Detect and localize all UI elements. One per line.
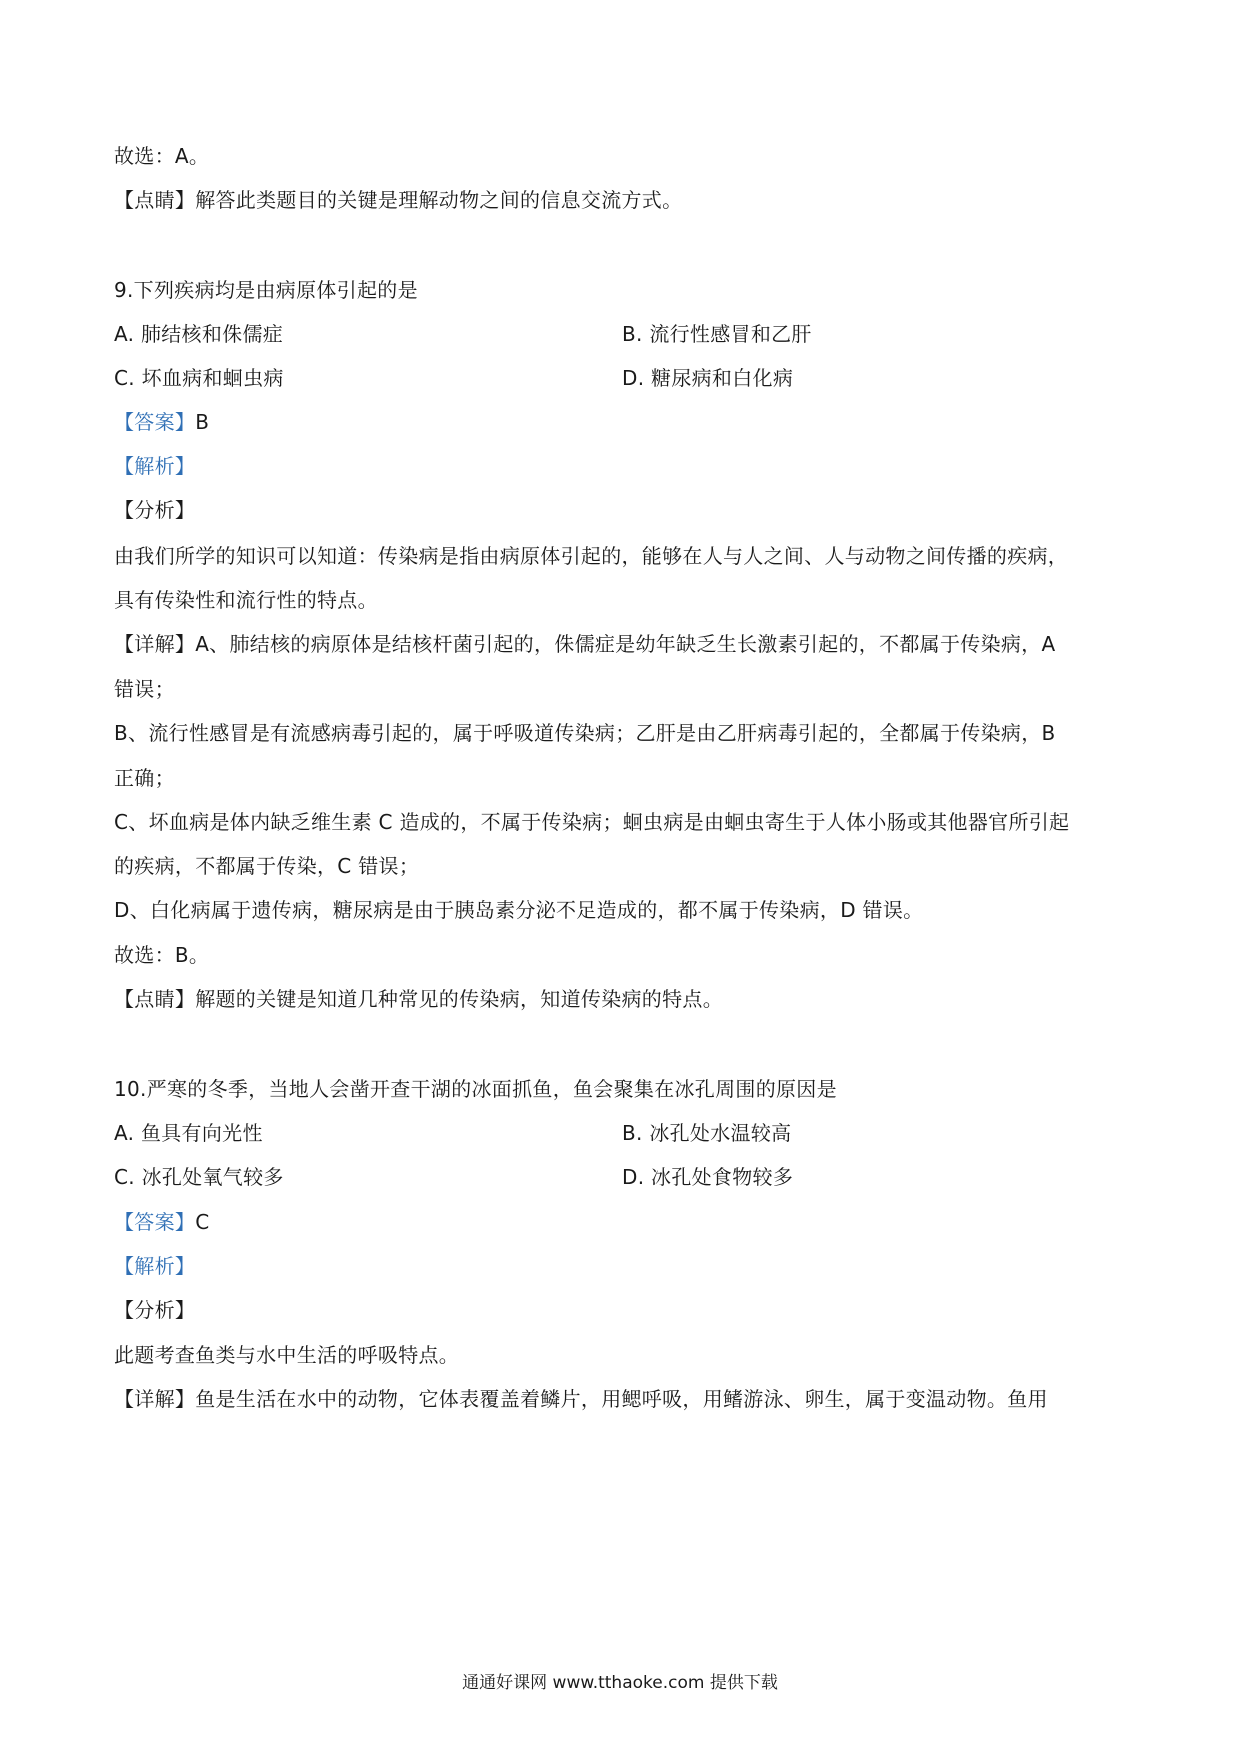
q9-xiangjie-b-line1: B、流行性感冒是有流感病毒引起的，属于呼吸道传染病；乙肝是由乙肝病毒引起的，全都属于传染病，B bbox=[114, 721, 1056, 745]
answer-label: 【答案】 bbox=[114, 410, 196, 434]
q10-fenxi-text: 此题考查鱼类与水中生活的呼吸特点。 bbox=[114, 1343, 460, 1367]
q10-option-b: B. 冰孔处水温较高 bbox=[622, 1121, 792, 1145]
q9-option-b: B. 流行性感冒和乙肝 bbox=[622, 322, 812, 346]
dianjing-text: 解答此类题目的关键是理解动物之间的信息交流方式。 bbox=[195, 188, 683, 212]
answer-label: 【答案】 bbox=[114, 1210, 196, 1234]
q9-xiangjie-c-line2: 的疾病，不都属于传染，C 错误； bbox=[114, 854, 420, 878]
q10-fenxi-label: 【分析】 bbox=[114, 1298, 196, 1322]
q9-dianjing bbox=[114, 985, 723, 1013]
answer-value: C bbox=[195, 1210, 210, 1234]
q9-xiangjie-c-line1: C、坏血病是体内缺乏维生素 C 造成的，不属于传染病；蛔虫病是由蛔虫寄生于人体小肠或其他器官所引起 bbox=[114, 810, 1070, 834]
q9-fenxi-line1: 由我们所学的知识可以知道：传染病是指由病原体引起的，能够在人与人之间、人与动物之间传播的疾病， bbox=[114, 544, 1069, 568]
q9-xiangjie-b-line2: 正确； bbox=[114, 766, 175, 790]
dianjing-label: 【点睛】 bbox=[114, 987, 196, 1011]
q8-conclusion: 故选：A。 bbox=[114, 144, 210, 168]
q9-conclusion: 故选：B。 bbox=[114, 943, 210, 967]
q9-xiangjie-d: D、白化病属于遗传病，糖尿病是由于胰岛素分泌不足造成的，都不属于传染病，D 错误。 bbox=[114, 898, 924, 922]
q9-answer bbox=[114, 408, 209, 436]
q9-xiangjie-a-line1 bbox=[114, 630, 1055, 658]
dianjing-text: 解题的关键是知道几种常见的传染病，知道传染病的特点。 bbox=[195, 987, 724, 1011]
q10-stem: 10.严寒的冬季，当地人会凿开查干湖的冰面抓鱼，鱼会聚集在冰孔周围的原因是 bbox=[114, 1077, 837, 1101]
q9-fenxi-label: 【分析】 bbox=[114, 498, 196, 522]
q10-xiangjie bbox=[114, 1385, 1048, 1413]
q8-dianjing bbox=[114, 186, 682, 214]
xiangjie-label: 【详解】 bbox=[114, 1387, 196, 1411]
xiangjie-label: 【详解】 bbox=[114, 632, 196, 656]
q9-option-d: D. 糖尿病和白化病 bbox=[622, 366, 794, 390]
q9-fenxi-line2: 具有传染性和流行性的特点。 bbox=[114, 588, 378, 612]
q10-jiexi-label: 【解析】 bbox=[114, 1254, 196, 1278]
q9-option-a: A. 肺结核和侏儒症 bbox=[114, 322, 284, 346]
xiangjie-a-text: A、肺结核的病原体是结核杆菌引起的，侏儒症是幼年缺乏生长激素引起的，不都属于传染病，A bbox=[195, 632, 1056, 656]
answer-value: B bbox=[195, 410, 210, 434]
q9-xiangjie-a-line2: 错误； bbox=[114, 677, 175, 701]
dianjing-label: 【点睛】 bbox=[114, 188, 196, 212]
q9-jiexi-label: 【解析】 bbox=[114, 454, 196, 478]
q9-stem: 9.下列疾病均是由病原体引起的是 bbox=[114, 278, 418, 302]
page-footer: 通通好课网 www.tthaoke.com 提供下载 bbox=[462, 1673, 778, 1693]
q9-option-c: C. 坏血病和蛔虫病 bbox=[114, 366, 284, 390]
q10-option-d: D. 冰孔处食物较多 bbox=[622, 1165, 794, 1189]
q10-answer bbox=[114, 1208, 209, 1236]
q10-option-a: A. 鱼具有向光性 bbox=[114, 1121, 263, 1145]
q10-option-c: C. 冰孔处氧气较多 bbox=[114, 1165, 284, 1189]
xiangjie-text: 鱼是生活在水中的动物，它体表覆盖着鳞片，用鳃呼吸，用鳍游泳、卵生，属于变温动物。鱼用 bbox=[195, 1387, 1048, 1411]
